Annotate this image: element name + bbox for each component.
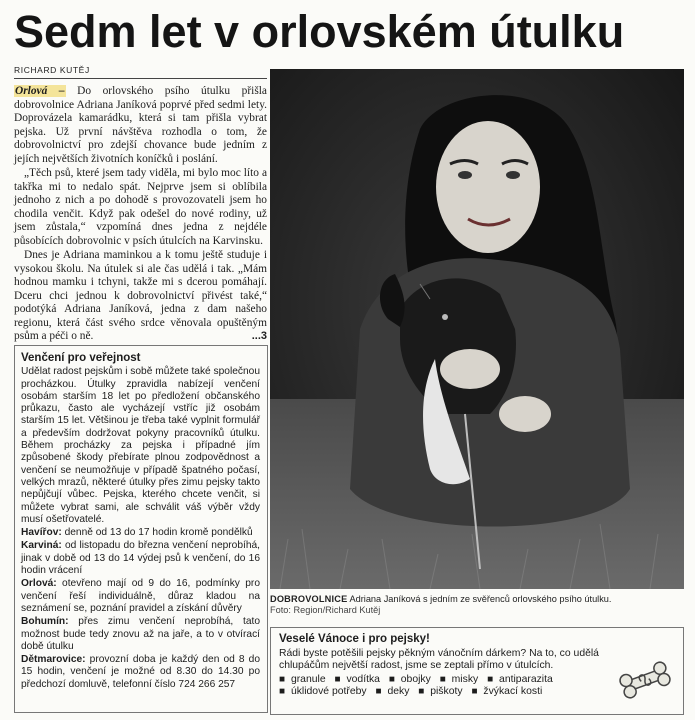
list-item xyxy=(440,674,482,685)
shelter-entry xyxy=(21,654,260,691)
christmas-box-title: Veselé Vánoce i pro pejsky! xyxy=(279,633,430,645)
info-box-walking xyxy=(14,345,268,713)
gift-item: deky xyxy=(387,686,410,697)
paragraph-text: Dnes je Adriana maminkou a k tomu ještě studuje i vysokou školu. Na útulek si ale čas udělá i tak. „Mám hodnou mamku i tchyni, takže mi s dcerou pomáhají. Dceru chci jednou k dobrovolnictví přivést také,“ podotýká Adriana Janíková, jedna z dam našeho regionu, která část svého srdce věnovala opuštěným psům a péči o ně. xyxy=(14,249,267,342)
list-item xyxy=(389,674,434,685)
bullet-icon: ■ xyxy=(375,686,382,697)
article-paragraph-3 xyxy=(14,249,267,344)
gift-item: žvýkací kosti xyxy=(483,686,543,697)
list-item xyxy=(376,686,413,697)
gift-item: misky xyxy=(451,673,479,685)
bullet-icon: ■ xyxy=(418,686,425,697)
headline: Sedm let v orlovském útulku xyxy=(14,6,625,57)
shelter-hours: provozní doba je každý den od 8 do 15 hodin, venčení je možné od 8.30 do 14.30 po předchozí domluvě, telefonní číslo 724 266 257 xyxy=(21,654,260,690)
dateline: Orlová – xyxy=(15,85,65,97)
bullet-icon: ■ xyxy=(439,673,446,685)
shelter-hours: otevřeno mají od 9 do 16, podmínky pro venčení řeší individuálně, důraz kladou na seznámení se, poznání pravidel a získání důvěry xyxy=(21,578,260,614)
gift-item: antiparazita xyxy=(499,673,553,685)
dog-bone-gift-icon xyxy=(617,658,673,702)
christmas-box-text: Rádi byste potěšili pejsky pěkným vánočním dárkem? Na to, co udělá chlupáčům největší radost, jsme se zeptali přímo v útulcích. xyxy=(279,647,599,671)
article-photo xyxy=(270,69,684,589)
bullet-icon: ■ xyxy=(471,686,478,697)
shelter-hours: denně od 13 do 17 hodin kromě pondělků xyxy=(61,527,253,539)
divider xyxy=(14,78,267,79)
caption-text: Adriana Janíková s jedním ze svěřenců orlovského psího útulku. xyxy=(347,594,612,604)
gift-item: vodítka xyxy=(346,673,380,685)
list-item xyxy=(471,686,545,697)
bullet-icon: ■ xyxy=(388,673,395,685)
gift-item: obojky xyxy=(400,673,431,685)
list-item xyxy=(279,686,370,697)
article-body xyxy=(14,85,267,345)
shelter-name: Orlová: xyxy=(21,578,57,590)
gift-list xyxy=(279,674,619,699)
gift-item: úklidové potřeby xyxy=(290,686,367,697)
paragraph-text: Do orlovského psího útulku přišla dobrovolnice Adriana Janíková poprvé před sedmi lety. Doprovázela kamarádku, která si tam přišla vybrat pejska. Už první návštěva rozhodla o tom, že dobrovolnictví pro zdejší chovance bude jedním z jejích největších životních koníčků i poslání. xyxy=(14,85,267,165)
caption-lead: DOBROVOLNICE xyxy=(270,594,348,604)
gift-item: piškoty xyxy=(430,686,463,697)
list-item xyxy=(487,674,556,685)
bullet-icon: ■ xyxy=(279,673,286,685)
continued-marker: ...3 xyxy=(251,330,267,342)
photo-caption xyxy=(270,594,684,616)
list-item xyxy=(335,674,383,685)
shelter-name: Bohumín: xyxy=(21,616,69,628)
list-item xyxy=(279,674,329,685)
photo-credit: Foto: Region/Richard Kutěj xyxy=(270,605,381,615)
article-paragraph-1 xyxy=(14,85,267,166)
shelter-hours: od listopadu do března venčení neprobíhá, jinak v době od 13 do 14 výdej psů k venčení, do 16 hodin vrácení xyxy=(21,540,260,577)
bullet-icon: ■ xyxy=(487,673,494,685)
list-item xyxy=(418,686,465,697)
bullet-icon: ■ xyxy=(334,673,341,685)
shelter-name: Dětmarovice: xyxy=(21,654,86,666)
info-box-title: Venčení pro veřejnost xyxy=(21,352,141,364)
article-paragraph-2: „Těch psů, které jsem tady viděla, mi bylo moc líto a takřka mi to nedalo spát. Nejprve jsem si oblíbila jednoho z nich a po dohodě s provozovateli jsem ho chodila venčit. Když pak odešel do nové rodiny, už jsem zůstala,“ vzpomíná dnes jedna z nejdéle působících dobrovolnic v psích útulcích na Karvinsku. xyxy=(14,167,267,247)
shelter-entry xyxy=(21,616,260,653)
shelter-entry xyxy=(21,578,260,615)
gift-item: granule xyxy=(290,673,326,685)
shelter-name: Karviná: xyxy=(21,540,62,552)
shelter-entry xyxy=(21,540,260,577)
byline: RICHARD KUTĚJ xyxy=(14,65,90,75)
info-box-intro: Udělat radost pejskům i sobě můžete také společnou procházkou. Útulky zpravidla nabízejí venčení osobám starším 18 let po předložení občanského průkazu, často ale vycházejí vstříc již osobám starším 15 let. Většinou je třeba také vyplnit formulář a především dodržovat pokyny pracovníků útulku. Během procházky za pejska i případné jím způsobené škody přebírate plnou zodpovědnost a venčení se neumožňuje v případě špatného počasí, velkých mrazů, některé útulky přes zimu pejsky takto nepůjčují vůbec. Pejska, kterého chcete venčit, si můžete vybrat sami, ale schválit váš výběr vždy musí ošetřovatelé. xyxy=(21,366,260,525)
bullet-icon: ■ xyxy=(279,686,286,697)
shelter-name: Havířov: xyxy=(21,527,62,539)
shelter-entry xyxy=(21,527,260,539)
info-box-christmas xyxy=(270,627,684,715)
shelter-hours: přes zimu venčení neprobíhá, tato možnost bude tedy znovu až na jaře, a to v otvírací době útulku xyxy=(21,616,260,652)
